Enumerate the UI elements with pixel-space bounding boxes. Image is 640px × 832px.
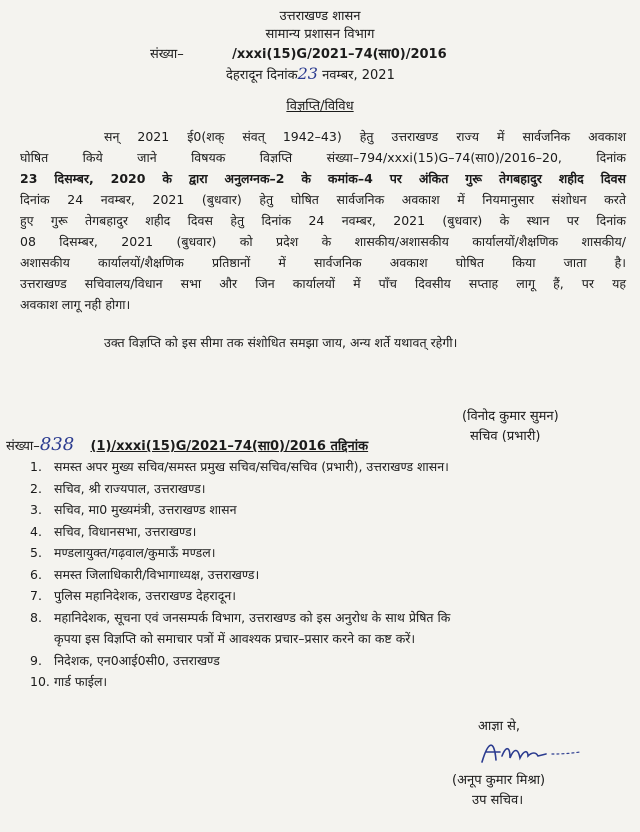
list-number: 10. (30, 674, 50, 689)
list-item (30, 499, 450, 521)
list-text: महानिदेशक, सूचना एवं जनसम्पर्क विभाग, उत्तराखण्ड को इस अनुरोध के साथ प्रेषित कि (54, 609, 451, 625)
signatory-name: (विनोद कुमार सुमन) (462, 409, 559, 424)
paragraph-line: सन् 2021 ई0(शक् संवत् 1942–43) हेतु उत्तराखण्ड राज्य में सार्वजनिक अवकाश (104, 129, 626, 144)
distribution-list (30, 456, 450, 693)
list-number: 6. (30, 566, 42, 582)
copy-reference-number: (1)/xxxi(15)G/2021–74(सा0)/2016 तद्दिनांक (90, 439, 369, 454)
header-department: सामान्य प्रशासन विभाग (265, 27, 375, 42)
list-number: 2. (30, 480, 42, 496)
list-text-continued: कृपया इस विज्ञप्ति को समाचार पत्रों में आवश्यक प्रचार–प्रसार करने का कष्ट करें। (54, 631, 416, 646)
list-text: समस्त अपर मुख्य सचिव/समस्त प्रमुख सचिव/सचिव/सचिव (प्रभारी), उत्तराखण्ड शासन। (54, 459, 449, 474)
signature-image (476, 734, 586, 770)
by-order-text: आज्ञा से, (478, 719, 521, 734)
handwritten-copy-number: 838 (39, 434, 75, 455)
date-month-year: नवम्बर, 2021 (322, 68, 395, 83)
notification-paragraph (20, 126, 626, 315)
list-number: 5. (30, 545, 42, 560)
list-item (30, 650, 450, 672)
signatory-designation: सचिव (प्रभारी) (470, 429, 541, 444)
list-number: 9. (30, 652, 42, 668)
list-text: सचिव, मा0 मुख्यमंत्री, उत्तराखण्ड शासन (54, 502, 237, 517)
date-label: दिनांक (266, 68, 298, 83)
header-government: उत्तराखण्ड शासन (279, 9, 361, 24)
paragraph-line: 23 दिसम्बर, 2020 के द्वारा अनुलग्नक–2 के कमांक–4 पर अंकित गुरू तेगबहादुर शहीद दिवस (20, 171, 626, 186)
paragraph-line: अवकाश लागू नही होगा। (20, 297, 131, 312)
list-item (30, 521, 450, 543)
list-item (30, 564, 450, 586)
paragraph-line: उत्तराखण्ड सचिवालय/विधान सभा और जिन कार्यालयों में पाँच दिवसीय सप्ताह लागू हैं, पर यह (20, 276, 626, 291)
list-text: मण्डलायुक्त/गढ़वाल/कुमाऊँ मण्डल। (54, 545, 216, 560)
reference-line (150, 44, 447, 62)
paragraph-line: अशासकीय कार्यालयों/शैक्षणिक प्रतिष्ठानों में सार्वजनिक अवकाश घोषित किया जाता है। (20, 255, 626, 270)
subject-heading (0, 96, 640, 114)
list-item (30, 542, 450, 564)
deputy-secretary-designation: उप सचिव। (472, 793, 524, 808)
paragraph-line: हुए गुरू तेगबहादुर शहीद दिवस हेतु दिनांक 24 नवम्बर, 2021 (बुधवार) के स्थान पर दिनांक (20, 213, 626, 228)
list-number: 4. (30, 523, 42, 539)
place-date-line (226, 64, 395, 83)
amendment-paragraph: उक्त विज्ञप्ति को इस सीमा तक संशोधित समझा जाय, अन्य शर्ते यथावत् रहेगी। (104, 335, 458, 350)
reference-label: संख्या– (150, 47, 184, 62)
list-text: सचिव, श्री राज्यपाल, उत्तराखण्ड। (54, 480, 206, 496)
list-text: समस्त जिलाधिकारी/विभागाध्यक्ष, उत्तराखण्ड। (54, 566, 260, 582)
copy-reference-label: संख्या– (6, 439, 40, 454)
list-text: निदेशक, एन0आई0सी0, उत्तराखण्ड (54, 652, 220, 668)
list-item (30, 671, 450, 693)
list-number: 8. (30, 609, 42, 625)
list-number: 3. (30, 502, 42, 517)
place: देहरादून (226, 68, 263, 83)
paragraph-line: 08 दिसम्बर, 2021 (बुधवार) को प्रदेश के शासकीय/अशासकीय कार्यालयों/शैक्षणिक शासकीय/ (20, 234, 626, 249)
list-number: 1. (30, 459, 42, 474)
deputy-secretary-name: (अनूप कुमार मिश्रा) (452, 773, 546, 788)
list-text: पुलिस महानिदेशक, उत्तराखण्ड देहरादून। (54, 588, 237, 603)
subject-text: विज्ञप्ति/विविध (286, 99, 354, 114)
list-item (30, 456, 450, 478)
list-item (30, 585, 450, 607)
signature-scribble (476, 734, 586, 770)
reference-number: /xxxi(15)G/2021–74(सा0)/2016 (232, 47, 447, 62)
list-number: 7. (30, 588, 42, 603)
list-item (30, 478, 450, 500)
list-text: सचिव, विधानसभा, उत्तराखण्ड। (54, 523, 197, 539)
copy-reference-line (6, 434, 368, 455)
list-text: गार्ड फाईल। (54, 674, 108, 689)
list-item (30, 607, 450, 650)
handwritten-date: 23 (297, 64, 318, 83)
paragraph-line: घोषित किये जाने विषयक विज्ञप्ति संख्या–794/xxxi(15)G–74(सा0)/2016–20, दिनांक (20, 150, 626, 165)
paragraph-line: दिनांक 24 नवम्बर, 2021 (बुधवार) हेतु घोषित सार्वजनिक अवकाश में नियमानुसार संशोधन करते (20, 192, 626, 207)
